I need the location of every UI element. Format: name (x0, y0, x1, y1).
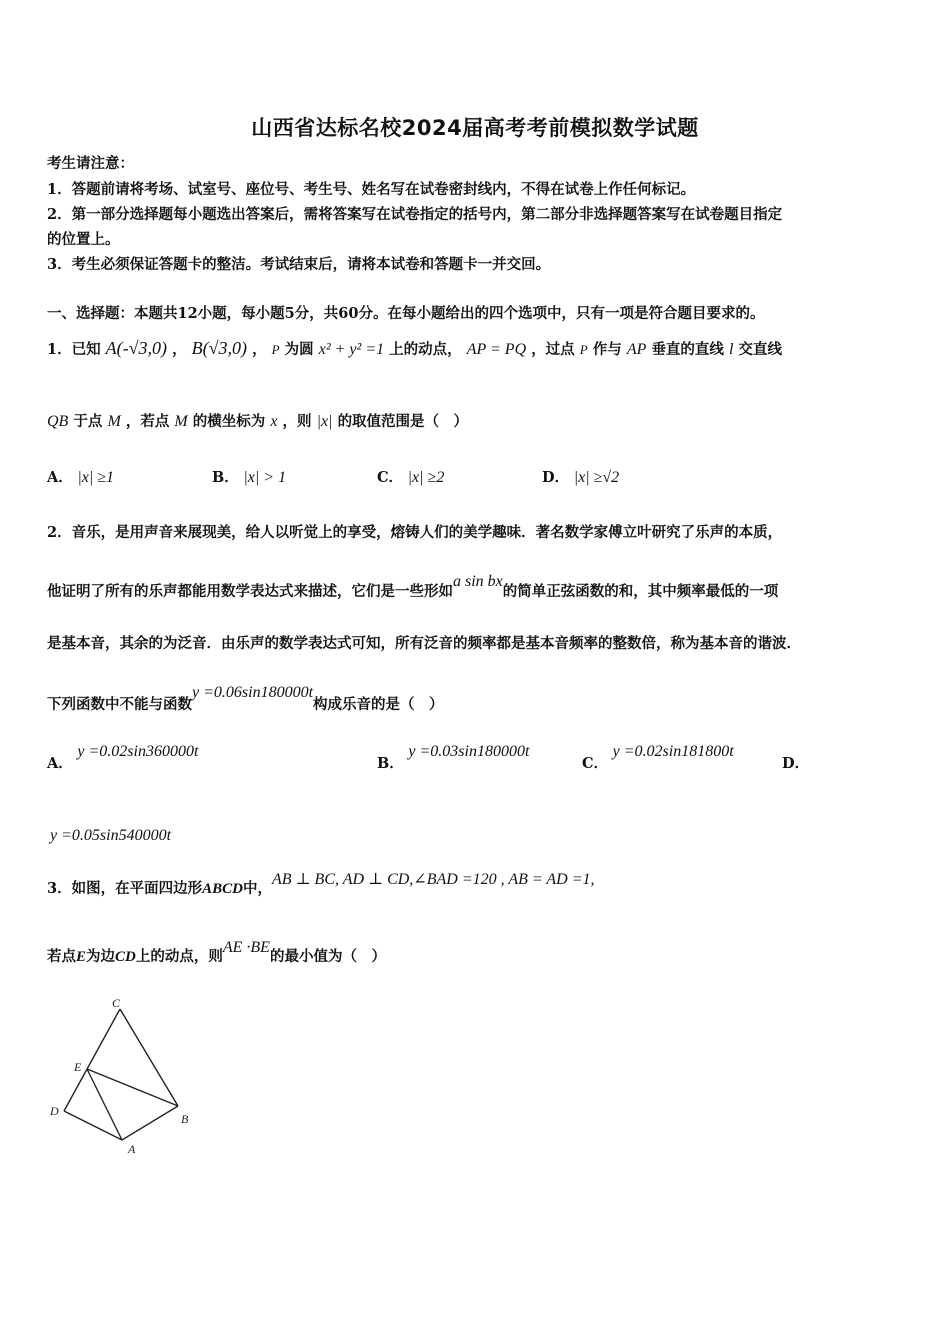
option-expr: y =0.02sin360000t (77, 743, 199, 760)
q2-text: 构成乐音的是（ ） (313, 696, 444, 713)
option-expr: |x| ≥2 (407, 469, 445, 486)
q1-comma: ， (252, 341, 267, 358)
q1-option-b[interactable] (212, 466, 286, 487)
q2-option-a[interactable] (47, 740, 199, 772)
notice-item-2: 2．第一部分选择题每小题选出答案后，需将答案写在试卷指定的括号内，第二部分非选择题答案写在试卷题目指定 (47, 206, 783, 223)
label-a: A (128, 1142, 136, 1156)
q1-var-m2: M (174, 413, 188, 430)
label-c: C (112, 996, 121, 1010)
q1-text: ，过点 (531, 341, 575, 358)
option-label: C． (377, 469, 404, 486)
q2-asinbx: a sin bx (453, 573, 503, 590)
q3-text: 若点 (47, 948, 76, 965)
q1-option-a[interactable] (47, 466, 114, 487)
option-expr: y =0.05sin540000t (50, 827, 172, 844)
q1-text: 交直线 (738, 341, 783, 358)
q1-circle-eq: x² + y² =1 (318, 341, 385, 358)
q2-text: 他证明了所有的乐声都能用数学表达式来描述，它们是一些形如 (47, 583, 453, 600)
q2-option-d-expr[interactable] (50, 827, 171, 845)
segment-ea (87, 1069, 122, 1140)
edge-ad (64, 1111, 122, 1140)
q2-option-d-label[interactable] (782, 752, 809, 773)
option-label: B． (377, 755, 404, 772)
notice-item-1: 1．答题前请将考场、试室号、座位号、考生号、姓名写在试卷密封线内，不得在试卷上作任何标记。 (47, 181, 696, 198)
q3-text: 为边 (86, 948, 116, 965)
q1-text: 的横坐标为 (192, 413, 266, 430)
q3-text: 的最小值为（ ） (269, 948, 386, 965)
option-expr: |x| > 1 (243, 469, 287, 486)
q1-text: 作与 (592, 341, 622, 358)
q1-number: 1．已知 (47, 341, 101, 358)
q3-line2 (47, 939, 386, 966)
q2-line3: 是基本音，其余的为泛音．由乐声的数学表达式可知，所有泛音的频率都是基本音频率的整数倍，称为基本音的谐波． (47, 635, 801, 652)
q1-point-b: B(√3,0) (191, 338, 248, 358)
q1-text: 的取值范围是（ ） (337, 413, 469, 430)
label-d: D (50, 1104, 59, 1118)
option-label: A． (47, 469, 73, 486)
quadrilateral-figure (40, 995, 210, 1165)
page-title: 山西省达标名校2024届高考考前模拟数学试题 (251, 116, 699, 140)
option-expr: y =0.02sin181800t (612, 743, 734, 760)
q1-text: 于点 (73, 413, 103, 430)
q1-point-a: A(-√3,0) (105, 338, 168, 358)
q2-line4 (47, 684, 444, 714)
q1-line1 (47, 338, 782, 359)
q1-text: ，若点 (125, 413, 170, 430)
q2-text: 下列函数中不能与函数 (47, 696, 192, 713)
label-e: E (74, 1060, 82, 1074)
q1-text: 为圆 (284, 341, 314, 358)
q1-var-p: P (271, 342, 280, 357)
option-expr: y =0.03sin180000t (408, 743, 530, 760)
q3-abcd: ABCD (202, 881, 243, 897)
q1-line2 (47, 410, 468, 431)
q3-dot-product: AE ·BE (222, 939, 270, 956)
option-label: B． (212, 469, 239, 486)
q1-comma: ， (172, 341, 187, 358)
q2-option-b[interactable] (377, 740, 530, 772)
edge-cb (120, 1009, 178, 1106)
q1-var-x: x (270, 413, 278, 430)
option-label: D． (542, 469, 570, 486)
segment-eb (87, 1069, 178, 1106)
option-label: D． (782, 755, 810, 772)
q1-text: 垂直的直线 (651, 341, 724, 358)
edge-ba (122, 1106, 178, 1140)
notice-item-3: 3．考生必须保证答题卡的整洁。考试结束后，请将本试卷和答题卡一并交回。 (47, 256, 551, 273)
q3-text: 上的动点，则 (135, 948, 223, 965)
option-expr: |x| ≥√2 (573, 469, 620, 486)
q1-text: ，则 (282, 413, 312, 430)
option-label: A． (47, 755, 73, 772)
notice-item-2-cont: 的位置上。 (47, 231, 120, 248)
q1-var-qb: QB (47, 413, 69, 430)
q1-option-d[interactable] (542, 466, 619, 487)
q3-line1 (47, 871, 595, 898)
notice-heading: 考生请注意： (47, 155, 134, 172)
q1-var-ap: AP (626, 341, 647, 358)
q3-var-e: E (76, 949, 87, 965)
q2-line2 (47, 573, 779, 601)
section-heading: 一、选择题：本题共12小题，每小题5分，共60分。在每小题给出的四个选项中，只有一项是符合题目要求的。 (47, 305, 765, 322)
option-label: C． (582, 755, 609, 772)
q1-var-p2: P (579, 342, 588, 357)
q2-function: y =0.06sin180000t (192, 684, 314, 701)
q1-var-l: l (729, 341, 734, 358)
q1-abs-x: |x| (316, 413, 333, 430)
q1-option-c[interactable] (377, 466, 444, 487)
q1-var-m: M (107, 413, 121, 430)
label-b: B (181, 1112, 189, 1126)
q3-text: 3．如图，在平面四边形 (47, 880, 203, 897)
q3-var-cd: CD (115, 949, 136, 965)
q1-ap-pq: AP = PQ (466, 341, 527, 358)
q2-option-c[interactable] (582, 740, 734, 772)
q2-text: 的简单正弦函数的和，其中频率最低的一项 (502, 583, 779, 600)
q3-text: 中， (242, 880, 272, 897)
q2-line1: 2．音乐，是用声音来展现美，给人以听觉上的享受，熔铸人们的美学趣味．著名数学家傅立叶研究了乐声的本质， (47, 524, 783, 541)
q1-text: 上的动点， (389, 341, 462, 358)
q3-conditions: AB ⊥ BC, AD ⊥ CD,∠BAD =120 , AB = AD =1, (271, 871, 595, 888)
edge-dc (64, 1009, 120, 1111)
option-expr: |x| ≥1 (77, 469, 115, 486)
